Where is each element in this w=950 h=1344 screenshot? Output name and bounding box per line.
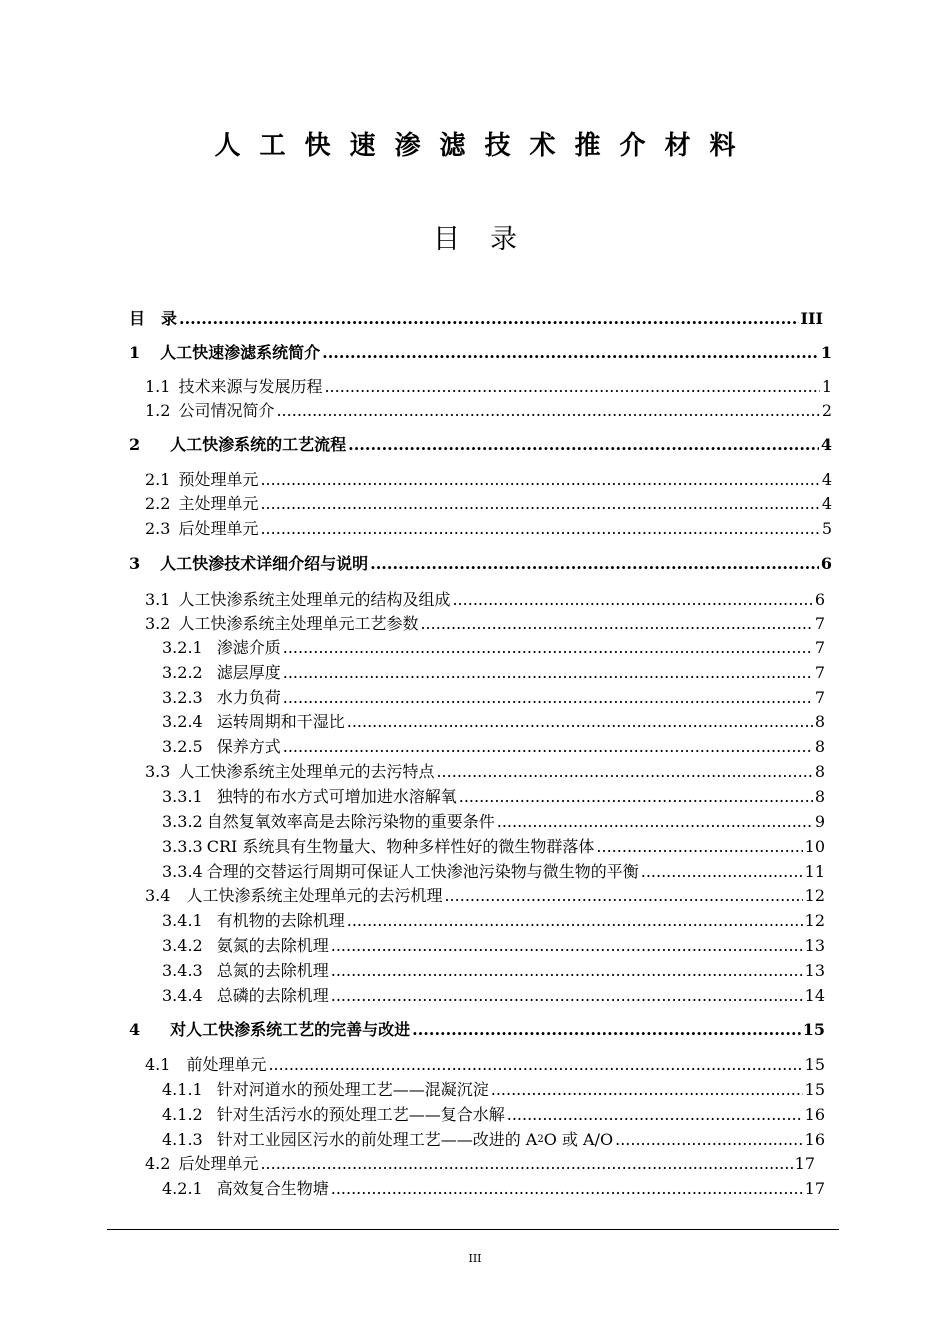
toc-entry-page: 17 bbox=[794, 1154, 815, 1173]
toc-entry-page: 6 bbox=[814, 590, 825, 609]
toc-entry-number: 目 录 bbox=[129, 309, 178, 328]
toc-leader-dots bbox=[283, 636, 813, 660]
subscript: 2 bbox=[537, 1134, 544, 1145]
toc-entry-page: 7 bbox=[814, 663, 825, 682]
toc-leader-dots bbox=[260, 1152, 792, 1176]
toc-entry-title: 高效复合生物塘 bbox=[216, 1179, 329, 1198]
toc-entry-page: 6 bbox=[820, 554, 832, 573]
toc-entry-number: 4.2.1 bbox=[162, 1179, 203, 1198]
toc-entry-page: 1 bbox=[821, 377, 832, 396]
toc-entry-page: III bbox=[800, 309, 823, 328]
toc-leader-dots bbox=[348, 433, 819, 457]
toc-leader-dots bbox=[283, 735, 813, 759]
toc-entry-title: 人工快渗技术详细介绍与说明 bbox=[160, 554, 369, 573]
toc-entry-page: 12 bbox=[804, 886, 825, 905]
toc-entry-number: 3.4 bbox=[145, 886, 171, 905]
toc-entry-number: 4.1.1 bbox=[162, 1080, 203, 1099]
toc-entry-page: 8 bbox=[814, 737, 825, 756]
toc-entry-page: 4 bbox=[820, 435, 832, 454]
toc-entry-title: 前处理单元 bbox=[186, 1055, 267, 1074]
toc-entry-page: 15 bbox=[802, 1020, 825, 1039]
toc-entry-title: 人工快渗系统主处理单元的去污特点 bbox=[178, 762, 435, 781]
toc-entry-number: 3.4.2 bbox=[162, 936, 203, 955]
toc-entry[interactable] bbox=[145, 492, 832, 516]
toc-entry[interactable] bbox=[145, 375, 832, 399]
toc-leader-dots bbox=[331, 1177, 803, 1201]
toc-leader-dots bbox=[260, 517, 819, 541]
toc-entry[interactable] bbox=[162, 735, 825, 759]
toc-entry-number: 3.2.2 bbox=[162, 663, 203, 682]
toc-entry[interactable] bbox=[129, 433, 832, 457]
toc-entry[interactable] bbox=[162, 934, 825, 958]
toc-entry-number: 3.4.4 bbox=[162, 986, 203, 1005]
toc-entry[interactable] bbox=[145, 468, 832, 492]
toc-entry[interactable] bbox=[162, 686, 825, 710]
toc-entry-number: 3.2.1 bbox=[162, 638, 203, 657]
toc-entry[interactable] bbox=[145, 588, 825, 612]
toc-entry[interactable] bbox=[162, 860, 825, 884]
toc-entry-number: 1.1 bbox=[145, 377, 171, 396]
toc-entry[interactable] bbox=[162, 636, 825, 660]
toc-entry[interactable] bbox=[162, 835, 825, 859]
toc-entry-number: 3.3.2 bbox=[162, 812, 203, 831]
toc-entry-title: 预处理单元 bbox=[178, 470, 259, 489]
toc-entry-number: 2 bbox=[129, 435, 141, 454]
toc-entry-title: 针对河道水的预处理工艺——混凝沉淀 bbox=[216, 1080, 489, 1099]
toc-leader-dots bbox=[260, 492, 819, 516]
toc-leader-dots bbox=[283, 661, 813, 685]
toc-leader-dots bbox=[347, 909, 803, 933]
toc-leader-dots bbox=[283, 686, 813, 710]
toc-entry-number: 2.2 bbox=[145, 494, 171, 513]
toc-entry-page: 11 bbox=[804, 862, 825, 881]
toc-entry[interactable] bbox=[162, 984, 825, 1008]
toc-entry[interactable] bbox=[145, 1152, 815, 1176]
toc-entry-number: 3.3.3 bbox=[162, 837, 203, 856]
toc-entry-page: 8 bbox=[814, 712, 825, 731]
toc-entry[interactable] bbox=[145, 1053, 825, 1077]
toc-leader-dots bbox=[452, 588, 812, 612]
toc-leader-dots bbox=[268, 1053, 802, 1077]
toc-leader-dots bbox=[331, 984, 803, 1008]
toc-entry-number: 3.3.1 bbox=[162, 787, 203, 806]
toc-entry-title: 合理的交替运行周期可保证人工快渗池污染物与微生物的平衡 bbox=[206, 862, 639, 881]
toc-entry-page: 15 bbox=[804, 1055, 825, 1074]
toc-leader-dots bbox=[260, 468, 819, 492]
toc-entry-number: 1.2 bbox=[145, 401, 171, 420]
toc-entry[interactable] bbox=[162, 1128, 825, 1152]
toc-leader-dots bbox=[615, 1128, 803, 1152]
toc-leader-dots bbox=[370, 552, 819, 576]
toc-entry-page: 13 bbox=[804, 936, 825, 955]
toc-entry-title: 人工快渗系统主处理单元的去污机理 bbox=[186, 886, 443, 905]
toc-entry[interactable] bbox=[129, 1018, 825, 1042]
toc-leader-dots bbox=[459, 785, 813, 809]
toc-entry-title: 保养方式 bbox=[216, 737, 281, 756]
toc-entry-title: 有机物的去除机理 bbox=[216, 911, 345, 930]
toc-leader-dots bbox=[641, 860, 803, 884]
toc-leader-dots bbox=[179, 307, 799, 331]
toc-entry[interactable] bbox=[162, 1103, 825, 1127]
toc-entry-page: 4 bbox=[821, 470, 832, 489]
toc-leader-dots bbox=[322, 341, 819, 365]
toc-entry-page: 10 bbox=[804, 837, 825, 856]
toc-entry-page: 13 bbox=[804, 961, 825, 980]
toc-heading: 目录 bbox=[433, 224, 547, 255]
toc-entry-page: 7 bbox=[814, 638, 825, 657]
toc-leader-dots bbox=[347, 710, 813, 734]
toc-entry-title: 人工快速渗滤系统简介 bbox=[160, 343, 321, 362]
toc-entry-title: 自然复氧效率高是去除污染物的重要条件 bbox=[206, 812, 495, 831]
toc-entry[interactable] bbox=[162, 661, 825, 685]
toc-entry[interactable] bbox=[129, 552, 832, 576]
toc-leader-dots bbox=[436, 760, 812, 784]
toc-entry-number: 3.3.4 bbox=[162, 862, 203, 881]
toc-entry-number: 3.4.1 bbox=[162, 911, 203, 930]
toc-entry-title: 对人工快渗系统工艺的完善与改进 bbox=[170, 1020, 411, 1039]
toc-entry-number: 2.3 bbox=[145, 519, 171, 538]
toc-leader-dots bbox=[491, 1078, 803, 1102]
toc-entry-title: 氨氮的去除机理 bbox=[216, 936, 329, 955]
toc-entry-page: 1 bbox=[820, 343, 832, 362]
toc-entry-number: 4.1.3 bbox=[162, 1130, 203, 1149]
toc-entry-page: 7 bbox=[814, 614, 825, 633]
toc-leader-dots bbox=[507, 1103, 803, 1127]
toc-entry[interactable] bbox=[145, 399, 832, 423]
toc-leader-dots bbox=[497, 810, 813, 834]
toc-entry-title: 独特的布水方式可增加进水溶解氧 bbox=[216, 787, 457, 806]
toc-entry-title: 后处理单元 bbox=[178, 1154, 259, 1173]
toc-entry[interactable] bbox=[162, 909, 825, 933]
toc-leader-dots bbox=[596, 835, 802, 859]
toc-leader-dots bbox=[331, 934, 803, 958]
toc-entry-number: 4 bbox=[129, 1020, 141, 1039]
toc-entry[interactable] bbox=[162, 959, 825, 983]
toc-entry[interactable] bbox=[129, 307, 823, 331]
toc-entry-title: 针对工业园区污水的前处理工艺——改进的 $A^2O$ 或 A/O bbox=[216, 1130, 614, 1149]
toc-entry-title: 渗滤介质 bbox=[216, 638, 281, 657]
toc-entry-title: 水力负荷 bbox=[216, 688, 281, 707]
toc-entry[interactable] bbox=[145, 884, 825, 908]
toc-entry-title: 技术来源与发展历程 bbox=[178, 377, 323, 396]
page-number: III bbox=[468, 1252, 482, 1265]
toc-leader-dots bbox=[420, 612, 812, 636]
toc-entry-page: 2 bbox=[821, 401, 832, 420]
toc-entry-page: 8 bbox=[814, 762, 825, 781]
toc-entry-title: 人工快渗系统主处理单元工艺参数 bbox=[178, 614, 419, 633]
toc-entry-title: 总氮的去除机理 bbox=[216, 961, 329, 980]
toc-entry[interactable] bbox=[145, 612, 825, 636]
toc-entry-title: CRI 系统具有生物量大、物种多样性好的微生物群落体 bbox=[206, 837, 595, 856]
toc-entry[interactable] bbox=[162, 710, 825, 734]
toc-entry-title: 人工快渗系统主处理单元的结构及组成 bbox=[178, 590, 451, 609]
toc-entry-number: 3.2.5 bbox=[162, 737, 203, 756]
toc-entry[interactable] bbox=[129, 341, 832, 365]
toc-entry[interactable] bbox=[162, 785, 825, 809]
toc-entry-number: 3.2.4 bbox=[162, 712, 203, 731]
toc-entry-page: 16 bbox=[804, 1105, 825, 1124]
toc-entry-number: 4.1 bbox=[145, 1055, 171, 1074]
toc-entry-number: 4.2 bbox=[145, 1154, 171, 1173]
toc-entry-number: 1 bbox=[129, 343, 141, 362]
toc-entry-page: 4 bbox=[821, 494, 832, 513]
toc-entry-title: 针对生活污水的预处理工艺——复合水解 bbox=[216, 1105, 505, 1124]
toc-leader-dots bbox=[412, 1018, 801, 1042]
toc-entry-number: 4.1.2 bbox=[162, 1105, 203, 1124]
toc-entry-title: 公司情况简介 bbox=[178, 401, 275, 420]
toc-entry-number: 3.2.3 bbox=[162, 688, 203, 707]
toc-entry-number: 3.3 bbox=[145, 762, 171, 781]
toc-entry[interactable] bbox=[162, 1177, 825, 1201]
toc-entry-number: 3.2 bbox=[145, 614, 171, 633]
toc-entry-number: 3.1 bbox=[145, 590, 171, 609]
toc-leader-dots bbox=[331, 959, 803, 983]
toc-entry-page: 12 bbox=[804, 911, 825, 930]
toc-leader-dots bbox=[276, 399, 819, 423]
toc-leader-dots bbox=[444, 884, 802, 908]
footer-rule bbox=[107, 1229, 839, 1230]
toc-entry-page: 16 bbox=[804, 1130, 825, 1149]
toc-entry[interactable] bbox=[145, 760, 825, 784]
toc-entry-page: 15 bbox=[804, 1080, 825, 1099]
toc-entry-title: 人工快渗系统的工艺流程 bbox=[170, 435, 347, 454]
toc-entry-title: 主处理单元 bbox=[178, 494, 259, 513]
toc-entry-title: 后处理单元 bbox=[178, 519, 259, 538]
toc-entry-title: 运转周期和干湿比 bbox=[216, 712, 345, 731]
toc-entry-page: 9 bbox=[814, 812, 825, 831]
doc-title: 人工快速渗滤技术推介材料 bbox=[214, 131, 755, 161]
toc-entry[interactable] bbox=[162, 1078, 825, 1102]
toc-entry-page: 8 bbox=[814, 787, 825, 806]
toc-entry-title: 滤层厚度 bbox=[216, 663, 281, 682]
toc-entry-number: 3 bbox=[129, 554, 141, 573]
toc-entry-page: 7 bbox=[814, 688, 825, 707]
toc-entry-title: 总磷的去除机理 bbox=[216, 986, 329, 1005]
toc-entry-number: 2.1 bbox=[145, 470, 171, 489]
toc-entry-page: 14 bbox=[804, 986, 825, 1005]
toc-entry[interactable] bbox=[162, 810, 825, 834]
toc-entry[interactable] bbox=[145, 517, 832, 541]
toc-entry-page: 17 bbox=[804, 1179, 825, 1198]
toc-leader-dots bbox=[324, 375, 819, 399]
toc-entry-number: 3.4.3 bbox=[162, 961, 203, 980]
toc-entry-page: 5 bbox=[821, 519, 832, 538]
